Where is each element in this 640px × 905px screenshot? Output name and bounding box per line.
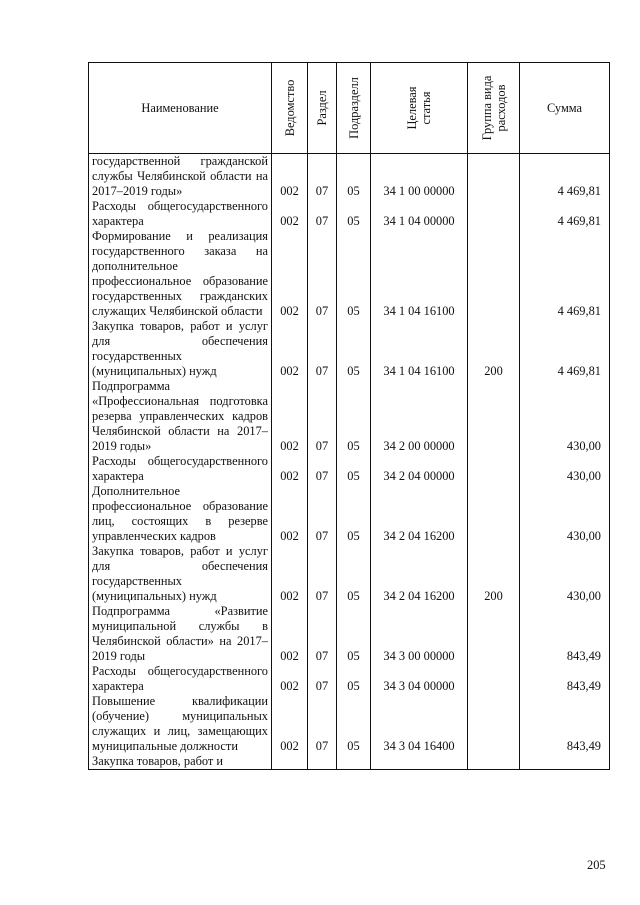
row-summa: 4 469,81 <box>520 229 610 319</box>
table-row <box>89 379 610 454</box>
row-celevaya: 34 2 04 16200 <box>371 484 468 544</box>
row-vedomstvo: 002 <box>272 604 308 664</box>
row-name: Повышение квалификации (обучение) муниципальных служащих и лиц, замещающих муниципальные должности <box>89 694 272 754</box>
row-summa: 430,00 <box>520 484 610 544</box>
row-summa: 430,00 <box>520 379 610 454</box>
table-row <box>89 154 610 200</box>
row-razdel: 07 <box>308 379 337 454</box>
row-razdel: 07 <box>308 604 337 664</box>
row-gruppa <box>468 664 520 694</box>
row-podrazdel: 05 <box>337 454 371 484</box>
table-row <box>89 454 610 484</box>
row-celevaya: 34 2 00 00000 <box>371 379 468 454</box>
row-podrazdel: 05 <box>337 604 371 664</box>
row-razdel: 07 <box>308 154 337 200</box>
row-summa <box>520 754 610 770</box>
header-celevaya-line2: статья <box>419 91 433 125</box>
row-razdel: 07 <box>308 454 337 484</box>
row-gruppa <box>468 754 520 770</box>
row-podrazdel: 05 <box>337 199 371 229</box>
row-vedomstvo: 002 <box>272 154 308 200</box>
table-header <box>89 63 610 154</box>
row-razdel <box>308 754 337 770</box>
row-summa: 430,00 <box>520 544 610 604</box>
budget-table <box>88 62 610 770</box>
row-celevaya: 34 3 04 00000 <box>371 664 468 694</box>
row-summa: 4 469,81 <box>520 154 610 200</box>
row-razdel: 07 <box>308 229 337 319</box>
row-gruppa <box>468 694 520 754</box>
row-vedomstvo: 002 <box>272 484 308 544</box>
row-vedomstvo: 002 <box>272 229 308 319</box>
row-name: Подпрограмма «Развитие муниципальной службы в Челябинской области» на 2017–2019 годы <box>89 604 272 664</box>
row-gruppa <box>468 454 520 484</box>
row-vedomstvo: 002 <box>272 379 308 454</box>
row-celevaya: 34 3 04 16400 <box>371 694 468 754</box>
table-row <box>89 319 610 379</box>
header-gruppa-line1: Группа вида <box>479 75 494 141</box>
row-celevaya: 34 1 04 16100 <box>371 229 468 319</box>
row-podrazdel: 05 <box>337 664 371 694</box>
header-celevaya-label <box>405 86 433 129</box>
row-name: Подпрограмма «Профессиональная подготовка резерва управленческих кадров Челябинской области на 2017–2019 годы» <box>89 379 272 454</box>
row-podrazdel: 05 <box>337 319 371 379</box>
header-gruppa-line2: расходов <box>493 84 508 132</box>
header-podrazdel-label: Подразделл <box>346 77 361 139</box>
row-celevaya: 34 3 00 00000 <box>371 604 468 664</box>
header-name: Наименование <box>89 63 272 154</box>
header-gruppa-label <box>480 76 508 141</box>
row-vedomstvo: 002 <box>272 694 308 754</box>
table-row <box>89 199 610 229</box>
row-vedomstvo: 002 <box>272 544 308 604</box>
row-vedomstvo <box>272 754 308 770</box>
row-razdel: 07 <box>308 694 337 754</box>
table-body <box>89 154 610 770</box>
row-celevaya: 34 2 04 00000 <box>371 454 468 484</box>
header-gruppa-vida <box>468 63 520 154</box>
row-vedomstvo: 002 <box>272 454 308 484</box>
row-gruppa <box>468 199 520 229</box>
row-celevaya: 34 2 04 16200 <box>371 544 468 604</box>
row-celevaya: 34 1 04 16100 <box>371 319 468 379</box>
row-name: Закупка товаров, работ и <box>89 754 272 770</box>
row-gruppa <box>468 604 520 664</box>
table-row <box>89 694 610 754</box>
row-name: Дополнительное профессиональное образование лиц, состоящих в резерве управленческих кадров <box>89 484 272 544</box>
row-summa: 843,49 <box>520 664 610 694</box>
row-gruppa <box>468 154 520 200</box>
row-name: Формирование и реализация государственного заказа на дополнительное профессиональное образование государственных гражданских служащих Челябинской области <box>89 229 272 319</box>
row-vedomstvo: 002 <box>272 664 308 694</box>
row-summa: 4 469,81 <box>520 199 610 229</box>
row-summa: 4 469,81 <box>520 319 610 379</box>
row-name: Расходы общегосударственного характера <box>89 454 272 484</box>
row-vedomstvo: 002 <box>272 199 308 229</box>
row-name: Закупка товаров, работ и услуг для обеспечения государственных (муниципальных) нужд <box>89 544 272 604</box>
row-podrazdel: 05 <box>337 154 371 200</box>
row-celevaya: 34 1 00 00000 <box>371 154 468 200</box>
table-row <box>89 484 610 544</box>
row-razdel: 07 <box>308 319 337 379</box>
header-razdel-label: Раздел <box>315 90 329 126</box>
table-row <box>89 664 610 694</box>
row-name: Расходы общегосударственного характера <box>89 664 272 694</box>
header-vedomstvo <box>272 63 308 154</box>
row-gruppa: 200 <box>468 544 520 604</box>
row-name: государственной гражданской службы Челябинской области на 2017–2019 годы» <box>89 154 272 200</box>
row-razdel: 07 <box>308 484 337 544</box>
header-summa: Сумма <box>520 63 610 154</box>
header-celevaya-statya <box>371 63 468 154</box>
table-row <box>89 604 610 664</box>
table-row <box>89 544 610 604</box>
row-podrazdel: 05 <box>337 544 371 604</box>
row-podrazdel <box>337 754 371 770</box>
row-celevaya <box>371 754 468 770</box>
header-celevaya-line1: Целевая <box>405 86 419 130</box>
row-razdel: 07 <box>308 544 337 604</box>
header-vedomstvo-label: Ведомство <box>282 79 297 137</box>
row-celevaya: 34 1 04 00000 <box>371 199 468 229</box>
row-podrazdel: 05 <box>337 484 371 544</box>
row-razdel: 07 <box>308 664 337 694</box>
row-vedomstvo: 002 <box>272 319 308 379</box>
row-summa: 843,49 <box>520 694 610 754</box>
row-podrazdel: 05 <box>337 229 371 319</box>
row-podrazdel: 05 <box>337 694 371 754</box>
header-podrazdel <box>337 63 371 154</box>
row-name: Расходы общегосударственного характера <box>89 199 272 229</box>
row-podrazdel: 05 <box>337 379 371 454</box>
row-summa: 843,49 <box>520 604 610 664</box>
table-row <box>89 754 610 770</box>
row-gruppa <box>468 379 520 454</box>
table-row <box>89 229 610 319</box>
page-number: 205 <box>587 858 606 872</box>
header-razdel <box>308 63 337 154</box>
row-gruppa <box>468 229 520 319</box>
row-gruppa <box>468 484 520 544</box>
row-gruppa: 200 <box>468 319 520 379</box>
row-razdel: 07 <box>308 199 337 229</box>
row-name: Закупка товаров, работ и услуг для обеспечения государственных (муниципальных) нужд <box>89 319 272 379</box>
row-summa: 430,00 <box>520 454 610 484</box>
